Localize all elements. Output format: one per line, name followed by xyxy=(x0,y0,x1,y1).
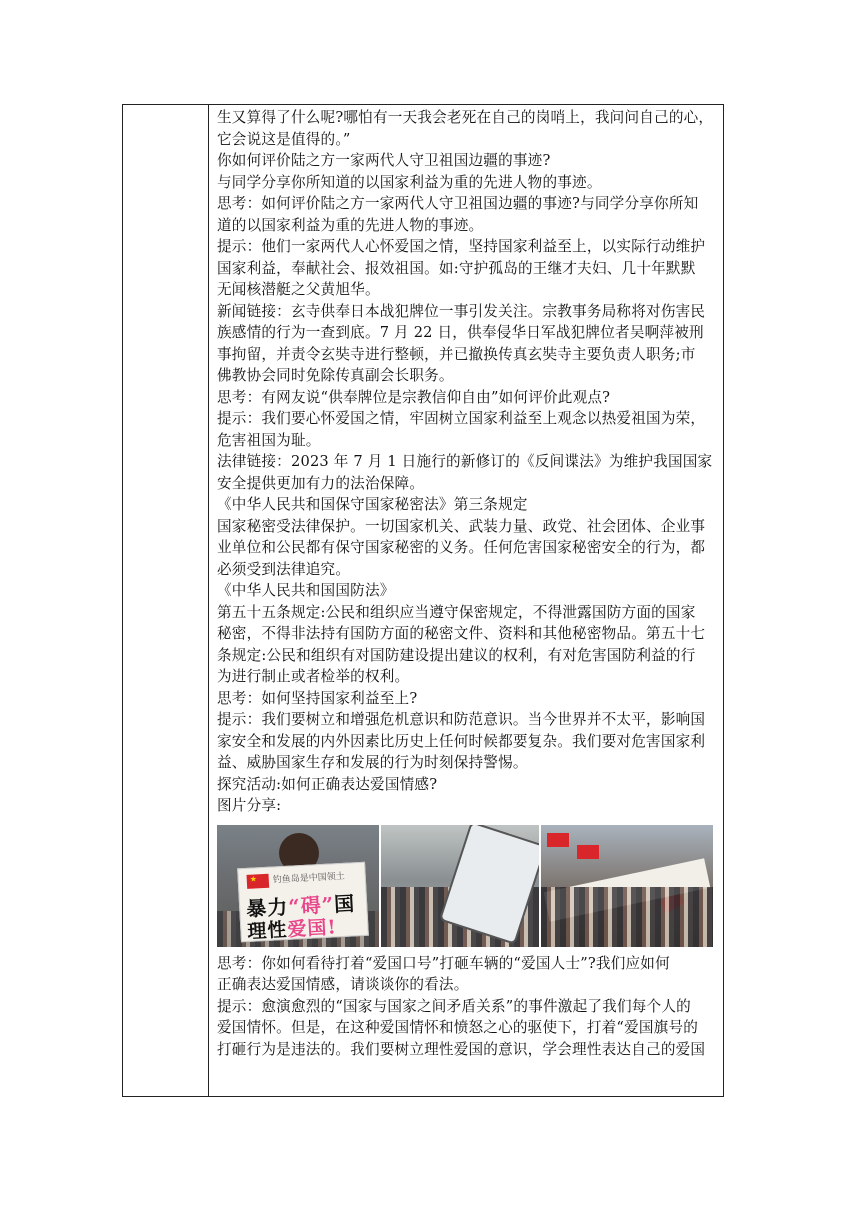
text-line: 必须受到法律追究。 xyxy=(217,560,351,578)
text-line: 思考：你如何看待打着“爱国口号”打砸车辆的“爱国人士”?我们应如何 xyxy=(217,954,670,972)
text-line: 家安全和发展的内外因素比历史上任何时候都要复杂。我们要对危害国家利 xyxy=(217,732,706,750)
table-content-cell xyxy=(217,107,719,1060)
text-line: 思考：有网友说“供奉牌位是宗教信仰自由”如何评价此观点? xyxy=(217,388,611,406)
text-line: 佛教协会同时免除传真副会长职务。 xyxy=(217,367,454,384)
text-line: 族感情的行为一查到底。7 月 22 日，供奉侵华日军战犯牌位者吴啊萍被刑 xyxy=(217,324,704,341)
text-line: 为进行制止或者检举的权利。 xyxy=(217,668,410,685)
text-line: 益、威胁国家生存和发展的行为时刻保持警惕。 xyxy=(217,754,528,771)
text-line: 与同学分享你所知道的以国家利益为重的先进人物的事迹。 xyxy=(217,173,602,191)
flag-icon xyxy=(577,845,599,859)
document-table xyxy=(122,104,724,1097)
sign-row-2: 理性爱国! xyxy=(246,915,338,943)
photo-overturned-car xyxy=(381,825,539,947)
text-line: 生又算得了什么呢?哪怕有一天我会老死在自己的岗哨上，我问问自己的心， xyxy=(217,109,714,126)
text-line: 秘密，不得非法持有国防方面的秘密文件、资料和其他秘密物品。第五十七 xyxy=(217,625,706,642)
text-line: 你如何评价陆之方一家两代人守卫祖国边疆的事迹? xyxy=(217,152,551,169)
text-line: 国家秘密受法律保护。一切国家机关、武装力量、政党、社会团体、企业事 xyxy=(217,517,706,535)
photo-protest-sign xyxy=(217,825,379,947)
text-line: 图片分享: xyxy=(217,797,282,814)
flag-icon xyxy=(547,833,569,847)
text-block-bottom xyxy=(217,953,719,1061)
text-line: 《中华人民共和国保守国家秘密法》第三条规定 xyxy=(217,496,528,513)
photo-banner-march xyxy=(541,825,713,947)
text-line: 法律链接：2023 年 7 月 1 日施行的新修订的《反间谍法》为维护我国国家 xyxy=(217,453,713,470)
photo-strip xyxy=(217,825,719,947)
text-line: 第五十五条规定:公民和组织应当遵守保密规定，不得泄露国防方面的国家 xyxy=(217,603,696,621)
text-line: 思考：如何坚持国家利益至上? xyxy=(217,689,418,707)
text-line: 道的以国家利益为重的先进人物的事迹。 xyxy=(217,216,484,234)
table-left-column xyxy=(123,105,209,1096)
text-line: 提示：愈演愈烈的“国家与国家之间矛盾关系”的事件激起了我们每个人的 xyxy=(217,997,691,1015)
text-line: 业单位和公民都有保守国家秘密的义务。任何危害国家秘密安全的行为，都 xyxy=(217,539,706,556)
text-line: 正确表达爱国情感，请谈谈你的看法。 xyxy=(217,976,469,993)
text-line: 提示：我们要树立和增强危机意识和防范意识。当今世界并不太平，影响国 xyxy=(217,711,706,728)
text-line: 探究活动:如何正确表达爱国情感? xyxy=(217,775,438,793)
sign-small-text: 钓鱼岛是中国领土 xyxy=(272,871,346,886)
text-line: 爱国情怀。但是，在这种爱国情怀和愤怒之心的驱使下，打着“爱国旗号的 xyxy=(217,1019,699,1036)
text-line: 无闻核潜艇之父黄旭华。 xyxy=(217,281,380,298)
text-block-top xyxy=(217,107,719,817)
text-line: 条规定:公民和组织有对国防建设提出建议的权利，有对危害国防利益的行 xyxy=(217,646,696,664)
text-line: 新闻链接：玄寺供奉日本战犯牌位一事引发关注。宗教事务局称将对伤害民 xyxy=(217,302,706,320)
text-line: 危害祖国为耻。 xyxy=(217,431,321,449)
text-line: 安全提供更加有力的法治保障。 xyxy=(217,474,425,492)
text-line: 打砸行为是违法的。我们要树立理性爱国的意识，学会理性表达自己的爱国 xyxy=(217,1040,706,1058)
text-line: 提示：我们要心怀爱国之情，牢固树立国家利益至上观念以热爱祖国为荣， xyxy=(217,410,706,427)
crowd-shape xyxy=(541,887,713,947)
text-line: 它会说这是值得的。” xyxy=(217,130,351,148)
sign-row-1: 暴力“碍”国 xyxy=(245,890,356,921)
text-line: 思考：如何评价陆之方一家两代人守卫祖国边疆的事迹?与同学分享你所知 xyxy=(217,195,699,212)
text-line: 提示：他们一家两代人心怀爱国之情，坚持国家利益至上，以实际行动维护 xyxy=(217,238,706,255)
text-line: 国家利益，奉献社会、报效祖国。如:守护孤岛的王继才夫妇、几十年默默 xyxy=(217,259,696,277)
protest-sign: ★ 钓鱼岛是中国领土 暴力“碍”国 理性爱国! xyxy=(237,861,369,942)
text-line: 事拘留，并责令玄奘寺进行整顿，并已撤换传真玄奘寺主要负责人职务;市 xyxy=(217,345,696,363)
text-line: 《中华人民共和国国防法》 xyxy=(217,582,395,599)
